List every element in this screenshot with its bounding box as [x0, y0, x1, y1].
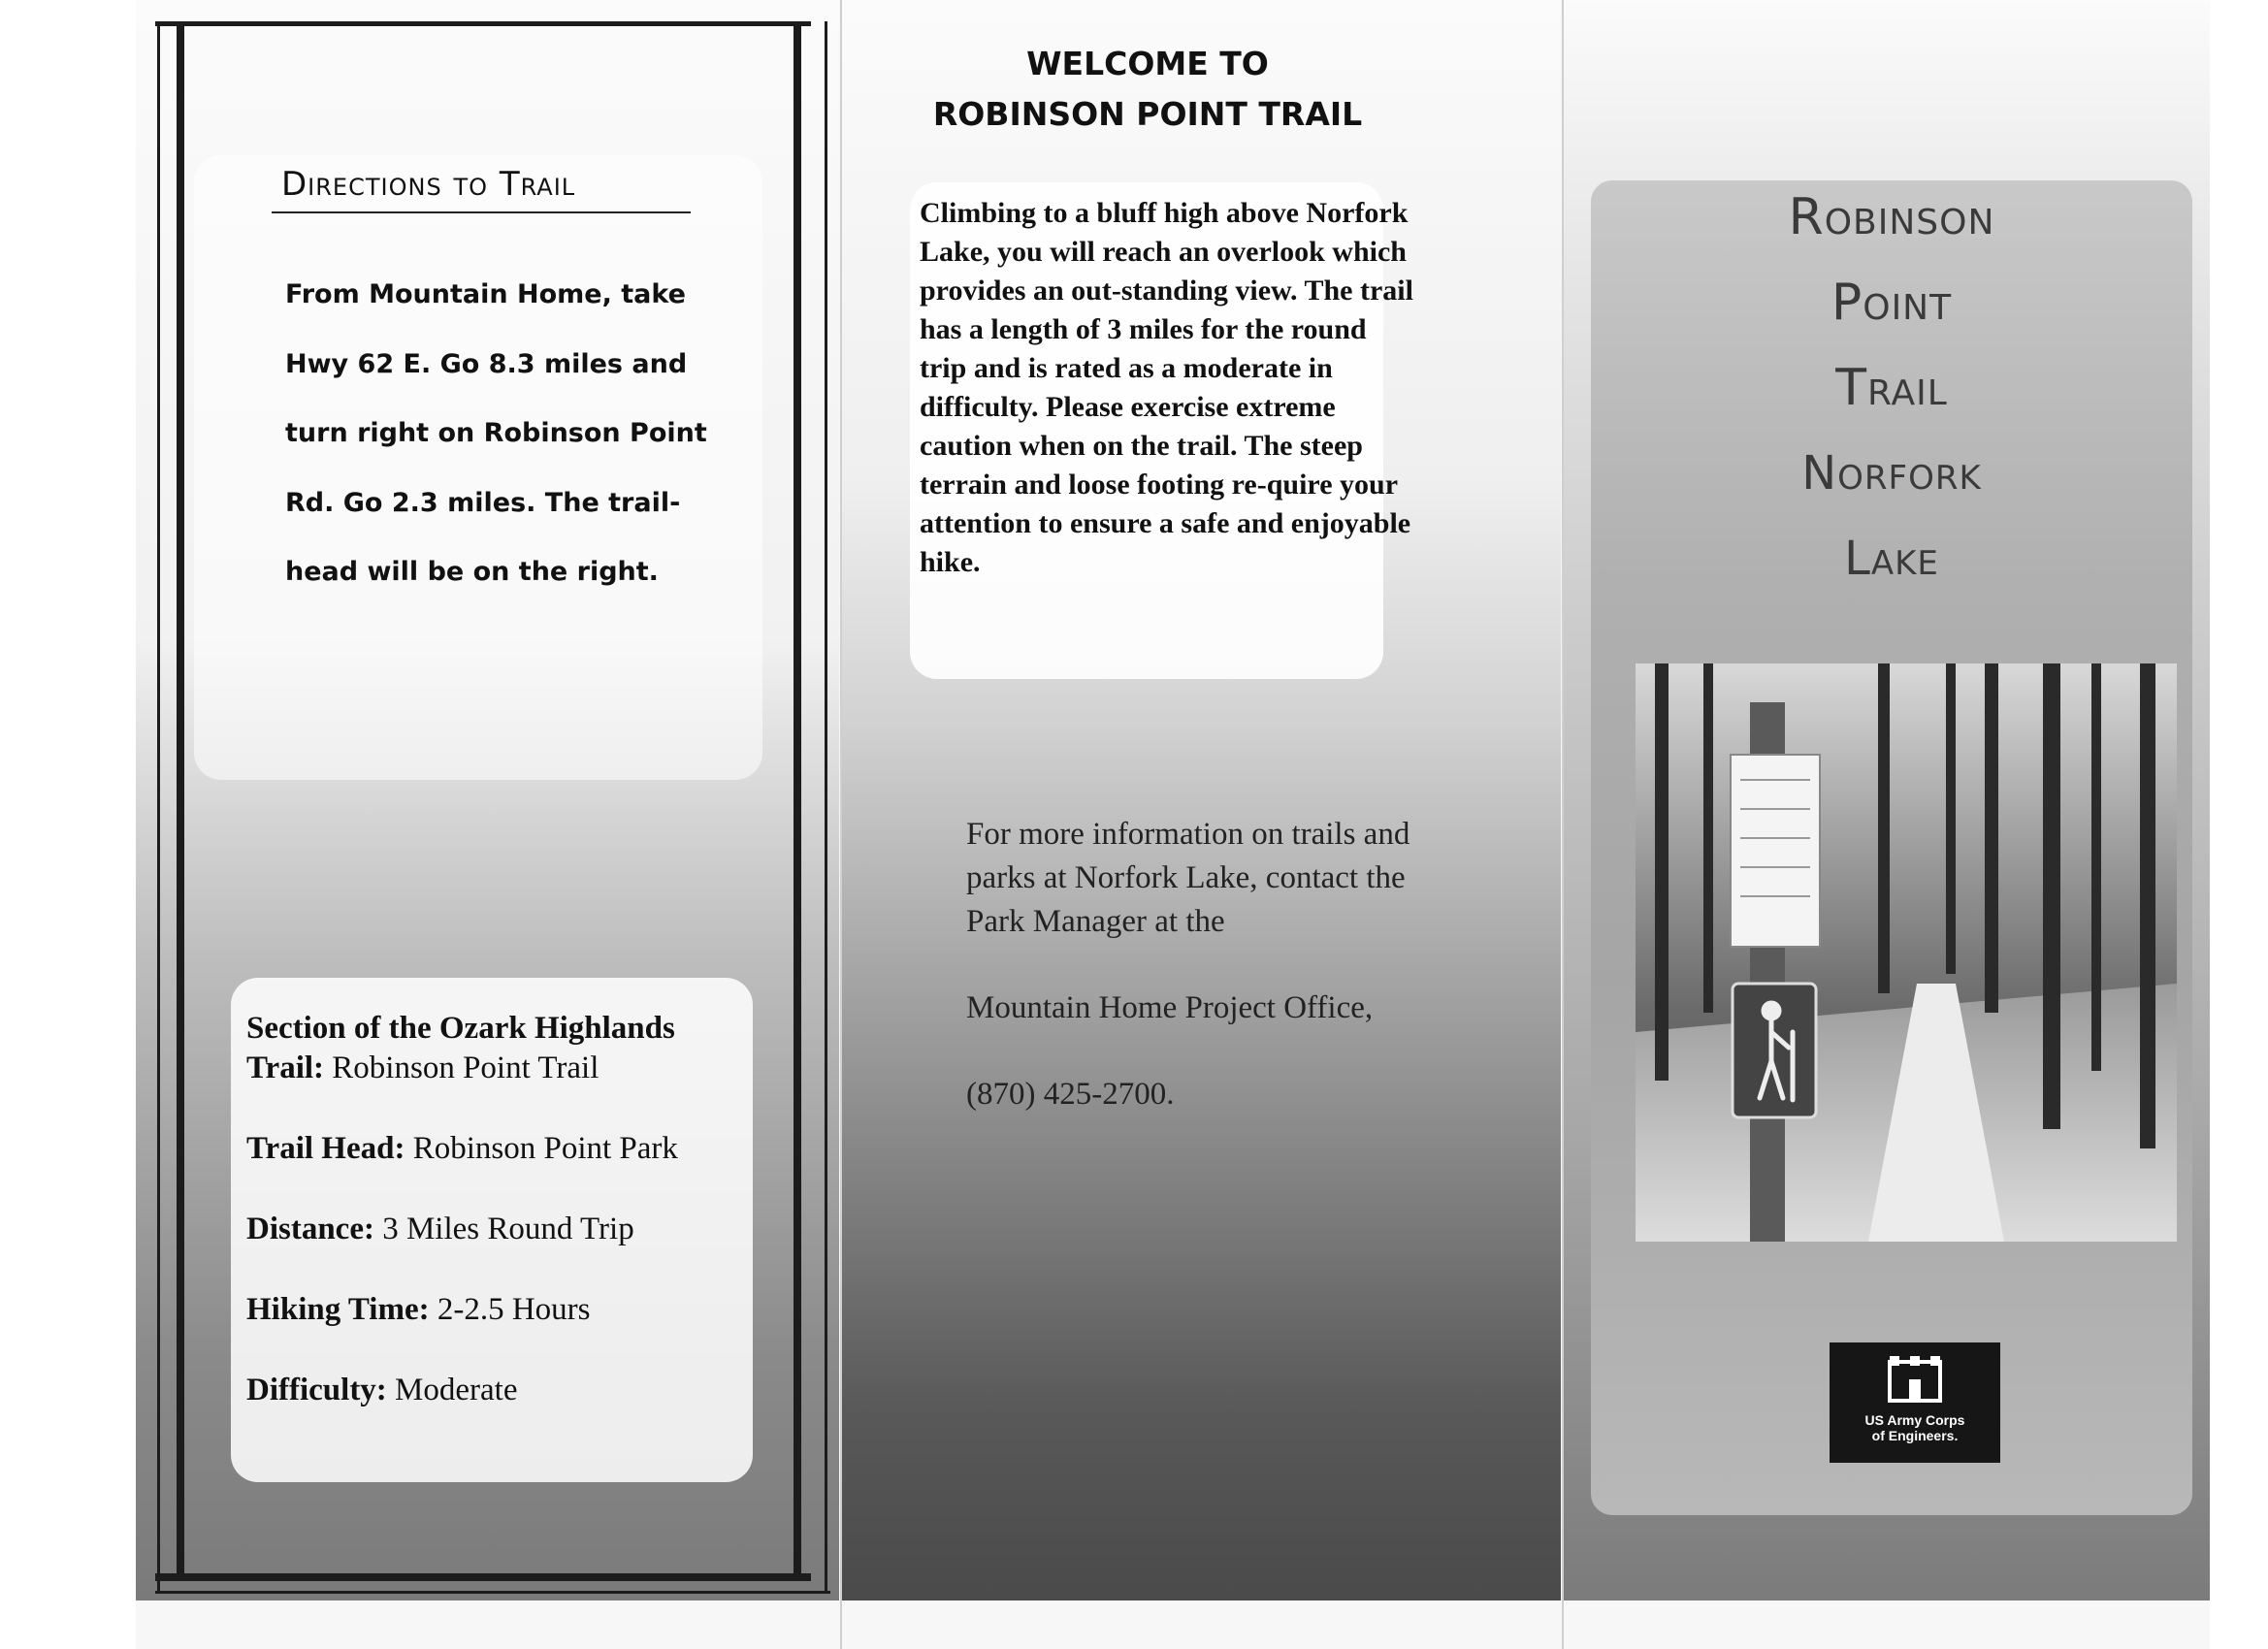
logo-text — [1830, 1412, 2000, 1443]
panel-border-left-outer — [157, 21, 160, 1593]
trail-info-value: 2-2.5 Hours — [437, 1292, 591, 1327]
directions-text — [285, 260, 712, 607]
panel-border-bottom-outer — [155, 1591, 830, 1594]
cover-title-line: Lake — [1844, 532, 1939, 586]
trail-info-value: Robinson Point Park — [412, 1131, 678, 1166]
trail-info-list — [246, 1009, 751, 1451]
trail-info-item — [246, 1290, 751, 1330]
panel-border-right — [794, 21, 801, 1581]
welcome-title-line: ROBINSON POINT TRAIL — [932, 95, 1363, 133]
directions-divider — [272, 211, 691, 213]
directions-line: head will be on the right. — [285, 557, 659, 587]
directions-line: From Mountain Home, take — [285, 279, 686, 309]
usace-logo — [1830, 1342, 2000, 1463]
logo-text-line: of Engineers. — [1871, 1428, 1959, 1443]
contact-office: Mountain Home Project Office, — [966, 990, 1374, 1025]
trail-info-label: Section of the Ozark Highlands Trail: — [246, 1011, 675, 1085]
cover-title-line: Norfork — [1801, 446, 1982, 501]
directions-line: Hwy 62 E. Go 8.3 miles and — [285, 348, 688, 379]
contact-intro: For more information on trails and parks at Norfork Lake, contact the Park Manager at the — [966, 817, 1410, 939]
directions-title: Directions to Trail — [281, 165, 576, 204]
directions-line: Rd. Go 2.3 miles. The trail- — [285, 487, 681, 518]
cover-title-line: Robinson — [1788, 188, 1995, 246]
panel-border-bottom — [155, 1573, 811, 1581]
trail-info-item — [246, 1371, 751, 1410]
directions-line: turn right on Robinson Point — [285, 418, 707, 448]
welcome-title — [842, 39, 1453, 140]
trail-info-item — [246, 1009, 751, 1088]
contact-phone: (870) 425-2700. — [966, 1077, 1175, 1112]
trail-info-value: Robinson Point Trail — [332, 1051, 599, 1085]
trail-info-label: Trail Head: — [246, 1131, 405, 1166]
panel-border-top — [155, 21, 811, 26]
trail-info-value: 3 Miles Round Trip — [382, 1212, 634, 1246]
panel-border-left — [177, 21, 184, 1581]
welcome-title-line: WELCOME TO — [1026, 45, 1269, 82]
trail-info-item — [246, 1210, 751, 1249]
contact-info — [966, 813, 1432, 1159]
cover-title-line: Point — [1831, 274, 1953, 332]
trail-info-value: Moderate — [395, 1373, 518, 1407]
cover-title — [1591, 175, 2192, 601]
trail-info-item — [246, 1129, 751, 1169]
trail-info-label: Difficulty: — [246, 1373, 387, 1407]
logo-text-line: US Army Corps — [1864, 1412, 1965, 1428]
welcome-body: Climbing to a bluff high above Norfork Lake, you will reach an overlook which provides an out-standing view. The trail has a length of 3 miles for the round trip and is rated as a moderate in difficulty. Please exercise extreme caution when on the trail. The steep terrain and loose footing re-quire your attention to ensure a safe and enjoyable hike. — [920, 197, 1413, 578]
trail-photo-icon — [1636, 663, 2177, 1242]
cover-title-line: Trail — [1835, 359, 1948, 417]
trail-photo — [1636, 663, 2177, 1242]
trail-info-label: Hiking Time: — [246, 1292, 430, 1327]
trail-info-label: Distance: — [246, 1212, 374, 1246]
panel-border-right-outer — [825, 21, 827, 1593]
castle-icon — [1830, 1342, 2000, 1410]
